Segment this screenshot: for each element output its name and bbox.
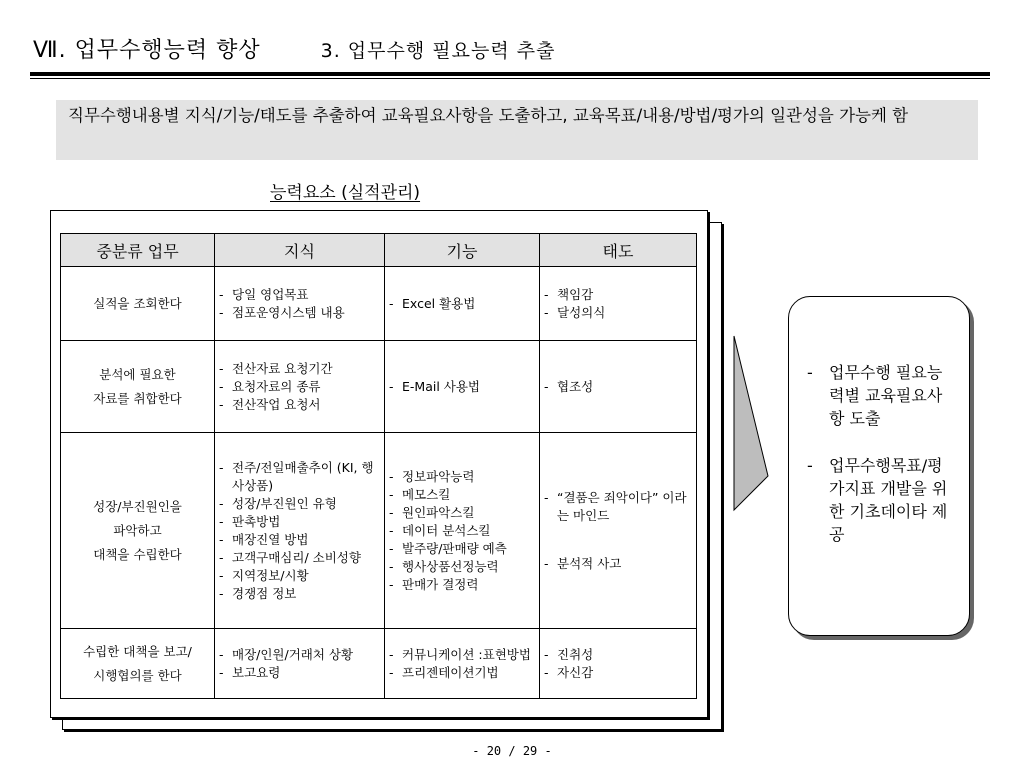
list-item	[544, 286, 692, 304]
list-item	[389, 378, 535, 396]
list-item-text: 커뮤니케이션 :표현방법	[402, 646, 531, 662]
task-line: 자료를 취합한다	[93, 390, 182, 406]
bullet-dash: -	[544, 489, 549, 505]
header-task: 중분류 업무	[61, 234, 215, 267]
skill-list	[389, 378, 535, 396]
attitude-list	[544, 378, 692, 396]
list-item	[544, 664, 692, 682]
list-item-text: 고객구매심리/ 소비성향	[232, 549, 361, 565]
list-item	[219, 567, 380, 585]
list-item	[219, 304, 380, 322]
attitude-list	[544, 489, 692, 573]
bullet-dash: -	[544, 286, 549, 302]
header-rule-thin	[30, 78, 990, 79]
list-item	[219, 360, 380, 378]
page-title	[33, 33, 555, 64]
bullet-dash: -	[219, 304, 224, 320]
bullet-dash: -	[219, 378, 224, 394]
list-item-text: 정보파악능력	[402, 468, 475, 484]
result-item	[807, 361, 957, 430]
list-item	[219, 459, 380, 495]
knowledge-list	[219, 360, 380, 414]
list-item-text: 판매가 결정력	[402, 576, 479, 592]
list-item	[389, 522, 535, 540]
skill-list	[389, 295, 535, 313]
arrow-shape	[728, 330, 772, 516]
bullet-dash: -	[219, 286, 224, 302]
list-item	[219, 495, 380, 513]
list-item	[389, 558, 535, 576]
list-item	[219, 646, 380, 664]
list-item	[389, 646, 535, 664]
list-item-text: 매장/인원/거래처 상황	[232, 646, 354, 662]
list-item	[219, 378, 380, 396]
bullet-dash: -	[544, 304, 549, 320]
task-cell	[61, 433, 215, 629]
right-arrow-icon	[734, 336, 768, 510]
list-item-text: 자신감	[557, 664, 594, 680]
table-title: 능력요소 (실적관리)	[270, 183, 421, 203]
list-item	[544, 555, 692, 573]
table-row	[61, 341, 697, 433]
bullet-dash: -	[219, 360, 224, 376]
bullet-dash: -	[219, 396, 224, 412]
list-item-text: 당일 영업목표	[232, 286, 309, 302]
bullet-dash: -	[389, 576, 394, 592]
table-row	[61, 433, 697, 629]
task-cell	[61, 267, 215, 341]
result-list	[807, 361, 957, 546]
list-item	[389, 468, 535, 486]
attitude-cell	[540, 629, 697, 699]
bullet-dash: -	[389, 378, 394, 394]
list-item	[219, 513, 380, 531]
task-line: 수립한 대책을 보고/	[83, 643, 192, 659]
attitude-cell	[540, 267, 697, 341]
bullet-dash: -	[219, 531, 224, 547]
bullet-dash: -	[389, 540, 394, 556]
bullet-dash: -	[544, 378, 549, 394]
list-item	[544, 489, 692, 525]
result-item	[807, 454, 957, 546]
list-item	[389, 504, 535, 522]
result-box	[788, 296, 970, 636]
attitude-list	[544, 286, 692, 322]
bullet-dash: -	[219, 549, 224, 565]
ability-table	[60, 233, 697, 699]
list-item-text: 전산작업 요청서	[232, 396, 321, 412]
knowledge-cell	[215, 629, 385, 699]
list-item	[219, 396, 380, 414]
bullet-dash: -	[219, 664, 224, 680]
knowledge-list	[219, 646, 380, 682]
list-item-text: 책임감	[557, 286, 594, 302]
list-item-text: 메모스킬	[402, 486, 451, 502]
list-item-text: 데이터 분석스킬	[402, 522, 491, 538]
bullet-dash: -	[389, 646, 394, 662]
list-item	[389, 486, 535, 504]
list-item-text: 점포운영시스템 내용	[232, 304, 345, 320]
list-item-text: 원인파악스킬	[402, 504, 475, 520]
result-item-text: 업무수행목표/평가지표 개발을 위한 기초데이타 제공	[829, 456, 948, 544]
knowledge-list	[219, 286, 380, 322]
bullet-dash: -	[389, 504, 394, 520]
subsection-title: 3. 업무수행 필요능력 추출	[320, 40, 556, 62]
bullet-dash: -	[389, 558, 394, 574]
list-item	[389, 540, 535, 558]
skill-cell	[385, 433, 540, 629]
task-line: 분석에 필요한	[99, 366, 176, 382]
header-attitude: 태도	[540, 234, 697, 267]
table-row	[61, 267, 697, 341]
list-item	[389, 295, 535, 313]
bullet-dash: -	[219, 646, 224, 662]
bullet-dash: -	[544, 664, 549, 680]
table-row	[61, 629, 697, 699]
list-item-text: Excel 활용법	[402, 295, 476, 311]
list-item-text: 발주량/판매량 예측	[402, 540, 507, 556]
list-item-text: 프리젠테이션기법	[402, 664, 499, 680]
list-item-text: 전산자료 요청기간	[232, 360, 333, 376]
bullet-dash: -	[807, 363, 813, 382]
bullet-dash: -	[389, 295, 394, 311]
summary-box: 직무수행내용별 지식/기능/태도를 추출하여 교육필요사항을 도출하고, 교육목표/내용/방법/평가의 일관성을 가능케 함	[56, 100, 978, 160]
list-item	[544, 378, 692, 396]
knowledge-cell	[215, 433, 385, 629]
attitude-cell	[540, 341, 697, 433]
bullet-dash: -	[219, 585, 224, 601]
task-line: 대책을 수립한다	[93, 546, 182, 562]
list-item	[219, 664, 380, 682]
list-item-text: 진취성	[557, 646, 594, 662]
list-item-text: 달성의식	[557, 304, 606, 320]
header-skill: 기능	[385, 234, 540, 267]
bullet-dash: -	[389, 486, 394, 502]
skill-list	[389, 468, 535, 594]
list-item-text: 보고요령	[232, 664, 281, 680]
skill-list	[389, 646, 535, 682]
bullet-dash: -	[389, 664, 394, 680]
task-line: 시행협의를 한다	[93, 667, 182, 683]
list-item-text: 경쟁점 정보	[232, 585, 297, 601]
bullet-dash: -	[389, 468, 394, 484]
list-item-text: 분석적 사고	[557, 555, 622, 571]
knowledge-cell	[215, 267, 385, 341]
bullet-dash: -	[219, 495, 224, 511]
list-item	[544, 304, 692, 322]
skill-cell	[385, 629, 540, 699]
list-item-text: 성장/부진원인 유형	[232, 495, 337, 511]
result-item-text: 업무수행 필요능력별 교육필요사항 도출	[829, 363, 943, 428]
bullet-dash: -	[544, 646, 549, 662]
bullet-dash: -	[389, 522, 394, 538]
list-item	[219, 531, 380, 549]
list-item-text: 매장진열 방법	[232, 531, 309, 547]
bullet-dash: -	[219, 567, 224, 583]
task-cell	[61, 341, 215, 433]
table-header-row	[61, 234, 697, 267]
list-item-text: 전주/전일매출추이 (KI, 행사상품)	[232, 459, 374, 493]
list-item	[389, 664, 535, 682]
list-item-text: 행사상품선정능력	[402, 558, 499, 574]
bullet-dash: -	[544, 555, 549, 571]
list-item-text: 판촉방법	[232, 513, 281, 529]
header-knowledge: 지식	[215, 234, 385, 267]
skill-cell	[385, 341, 540, 433]
list-item-text: 지역정보/시황	[232, 567, 309, 583]
list-item	[219, 286, 380, 304]
attitude-cell	[540, 433, 697, 629]
task-line: 실적을 조회한다	[93, 295, 182, 311]
task-line: 성장/부진원인을	[93, 498, 182, 514]
page-number: - 20 / 29 -	[472, 744, 552, 758]
list-item-text: 요청자료의 종류	[232, 378, 321, 394]
list-item	[219, 585, 380, 603]
task-cell	[61, 629, 215, 699]
header-rule-thick	[30, 72, 990, 76]
task-line: 파악하고	[113, 522, 162, 538]
bullet-dash: -	[219, 459, 224, 475]
list-item	[389, 576, 535, 594]
list-item-text: E-Mail 사용법	[402, 378, 480, 394]
section-title: Ⅶ. 업무수행능력 향상	[33, 38, 261, 63]
list-item	[219, 549, 380, 567]
list-item	[544, 646, 692, 664]
knowledge-list	[219, 459, 380, 603]
list-item-text: 협조성	[557, 378, 594, 394]
bullet-dash: -	[219, 513, 224, 529]
list-item-text: “결품은 죄악이다” 이라는 마인드	[557, 489, 687, 523]
attitude-list	[544, 646, 692, 682]
knowledge-cell	[215, 341, 385, 433]
skill-cell	[385, 267, 540, 341]
bullet-dash: -	[807, 456, 813, 475]
